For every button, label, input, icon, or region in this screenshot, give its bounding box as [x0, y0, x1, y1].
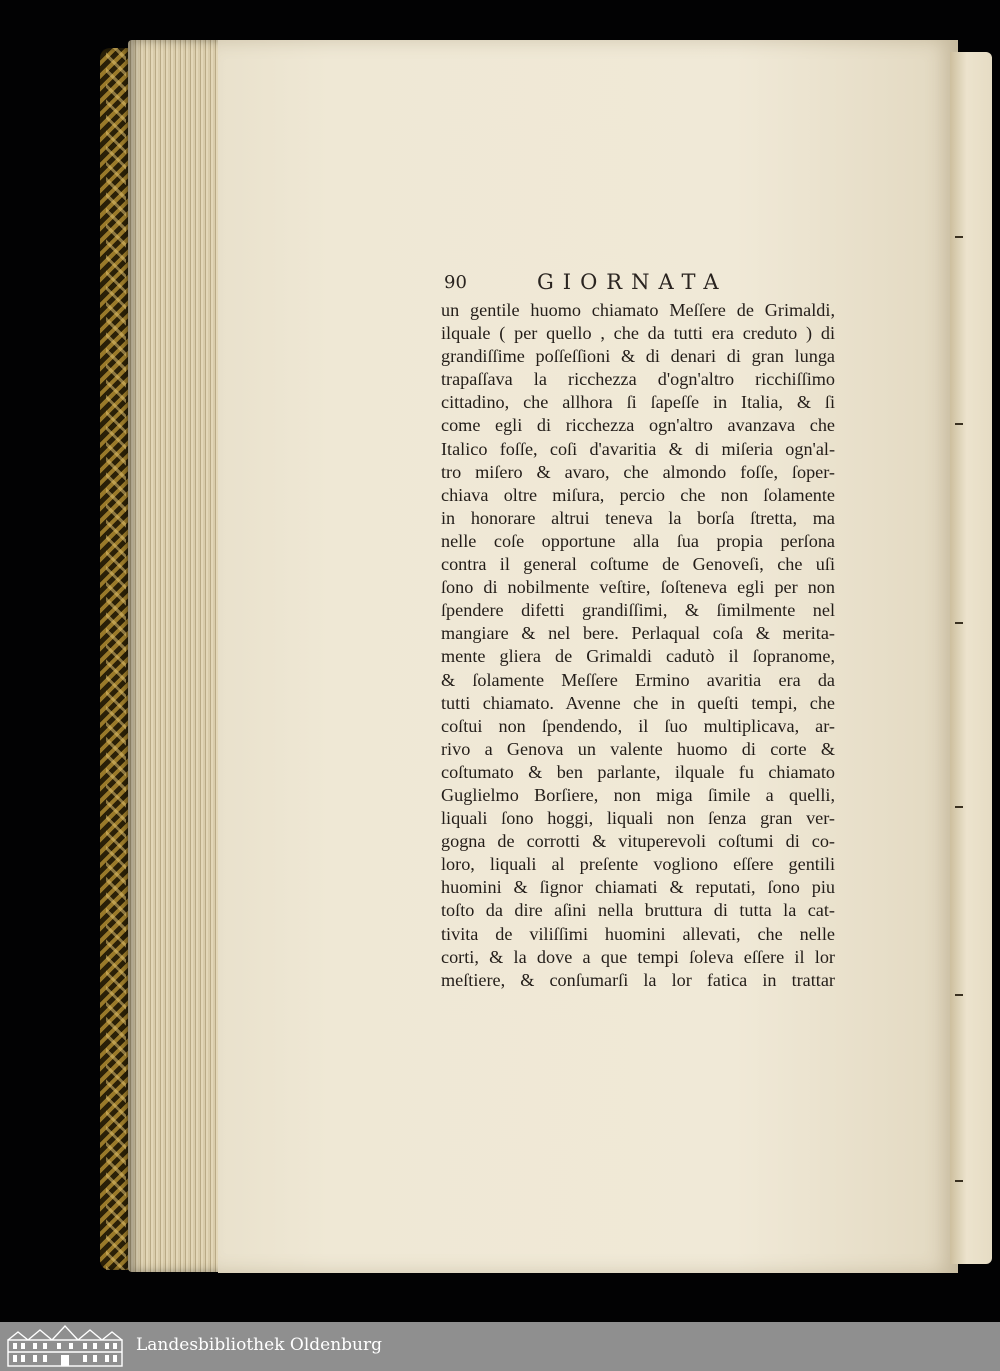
- text-line: contra il general coſtume de Genoveſi, che uſi: [441, 554, 835, 575]
- text-line: grandiſſime poſſeſſioni & di denari di gran lunga: [441, 346, 835, 367]
- text-line: Guglielmo Borſiere, non miga ſimile a quelli,: [441, 784, 835, 805]
- text-line: ilquale ( per quello , che da tutti era creduto ) di: [441, 323, 835, 344]
- facing-page-edge: [950, 52, 992, 1264]
- text-line: rivo a Genova un valente huomo di corte &: [441, 738, 835, 759]
- text-line: come egli di ricchezza ogn'altro avanzava che: [441, 415, 835, 436]
- text-line: liquali ſono hoggi, liquali non ſenza gran ver-: [441, 808, 835, 829]
- text-line: huomini & ſignor chiamati & reputati, ſono piu: [441, 877, 835, 898]
- page-number: 90: [444, 272, 467, 293]
- text-line: cittadino, che allhora ſi ſapeſſe in Italia, & ſi: [441, 392, 835, 413]
- text-line: mente gliera de Grimaldi cadutò il ſopranome,: [441, 646, 835, 667]
- text-line: gogna de corrotti & vituperevoli coſtumi di co-: [441, 831, 835, 852]
- text-line: chiava oltre miſura, percio che non ſolamente: [441, 484, 835, 505]
- text-line: meſtiere, & conſumarſi la lor fatica in trattar: [441, 969, 835, 990]
- text-line: un gentile huomo chiamato Meſſere de Grimaldi,: [441, 300, 835, 320]
- binding-stitch: [955, 423, 963, 425]
- text-line: ſono di nobilmente veſtire, ſoſteneva egli per non: [441, 577, 835, 598]
- footer-bar: [0, 1322, 1000, 1371]
- text-line: coſtui non ſpendendo, il ſuo multiplicava, ar-: [441, 715, 835, 736]
- binding-stitch: [955, 622, 963, 624]
- text-line: & ſolamente Meſſere Ermino avaritia era da: [441, 669, 835, 690]
- library-name: Landesbibliothek Oldenburg: [136, 1335, 383, 1355]
- text-line: ſpendere difetti grandiſſimi, & ſimilmente nel: [441, 600, 835, 621]
- binding-stitch: [955, 1180, 963, 1182]
- text-line: trapaſſava la ricchezza d'ogn'altro ricchiſſimo: [441, 369, 835, 390]
- text-line: in honorare altrui teneva la borſa ſtretta, ma: [441, 507, 835, 528]
- binding-stitch: [955, 806, 963, 808]
- text-line: corti, & la dove a que tempi ſoleva eſſere il lor: [441, 946, 835, 967]
- text-line: Italico foſſe, coſi d'avaritia & di miſeria ogn'al-: [441, 438, 835, 459]
- library-building-icon: [6, 1324, 124, 1368]
- text-line: tro miſero & avaro, che almondo foſſe, ſoper-: [441, 461, 835, 482]
- text-line: tutti chiamato. Avenne che in queſti tempi, che: [441, 692, 835, 713]
- body-text: [441, 299, 835, 992]
- binding-stitch: [955, 236, 963, 238]
- text-line: nelle coſe opportune alla ſua propia perſona: [441, 530, 835, 551]
- text-line: tivita de viliſſimi huomini allevati, che nelle: [441, 923, 835, 944]
- text-line: toſto da dire aſini nella bruttura di tutta la cat-: [441, 900, 835, 921]
- text-line: loro, liquali al preſente vogliono eſſere gentili: [441, 854, 835, 875]
- text-line: coſtumato & ben parlante, ilquale fu chiamato: [441, 761, 835, 782]
- binding-stitch: [955, 994, 963, 996]
- running-head: GIORNATA: [537, 270, 728, 294]
- text-line: mangiare & nel bere. Perlaqual coſa & merita-: [441, 623, 835, 644]
